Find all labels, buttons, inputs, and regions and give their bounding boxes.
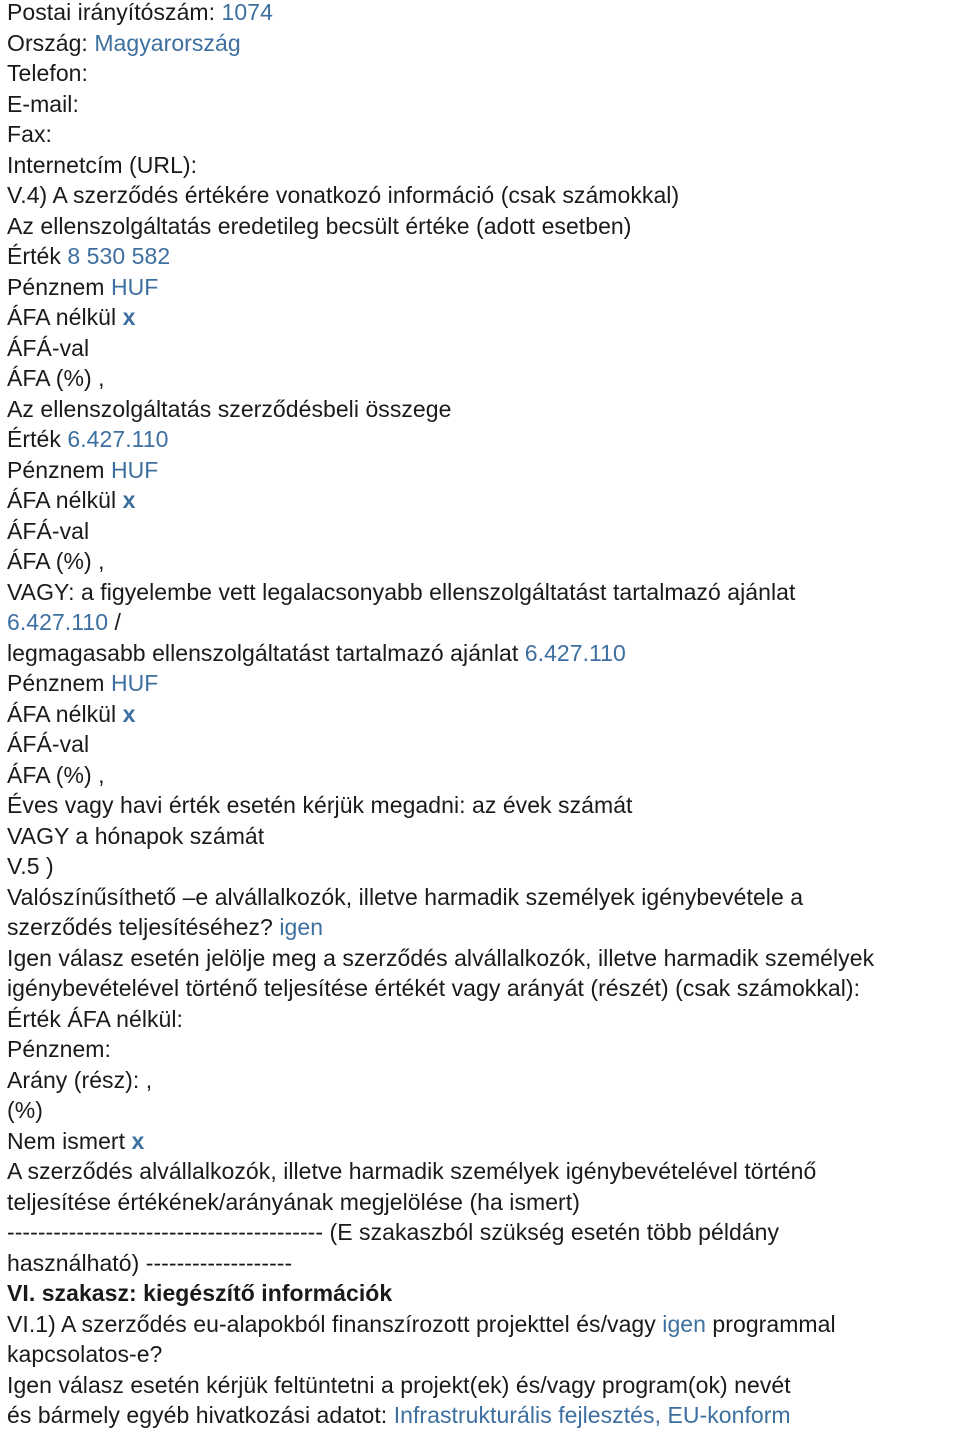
phone-label: Telefon: — [7, 60, 88, 86]
highest-offer-line — [7, 638, 960, 669]
with-vat-label-2: ÁFÁ-val — [7, 517, 90, 544]
unknown-label: Nem ismert — [7, 1127, 126, 1154]
currency-line-3 — [7, 668, 960, 699]
project-instruction: Igen válasz esetén kérjük feltüntetni a projekt(ek) és/vagy program(ok) nevét — [7, 1371, 791, 1398]
currency-value: HUF — [110, 273, 159, 300]
currency-label: Pénznem — [7, 456, 105, 483]
without-vat-mark: x — [122, 487, 136, 513]
project-reference-label: és bármely egyéb hivatkozási adatot: — [7, 1402, 388, 1428]
unknown-line — [7, 1126, 960, 1157]
with-vat-label-1: ÁFÁ-val — [7, 334, 90, 361]
eu-funds-question-line — [7, 1309, 960, 1340]
without-vat-label: ÁFA nélkül — [7, 487, 117, 513]
highest-offer-label: legmagasabb ellenszolgáltatást tartalmazó ajánlat — [7, 639, 519, 666]
project-reference-value: Infrastrukturális fejlesztés, EU-konform — [393, 1402, 791, 1428]
estimated-value-heading: Az ellenszolgáltatás eredetileg becsült értéke (adott esetben) — [7, 212, 632, 239]
without-vat-label: ÁFA nélkül — [7, 700, 117, 727]
section-vi-heading: VI. szakasz: kiegészítő információk — [7, 1280, 393, 1306]
eu-funds-question: VI.1) A szerződés eu-alapokból finanszírozott projekttel és/vagy — [7, 1310, 656, 1337]
eu-funds-question-end: kapcsolatos-e? — [7, 1341, 163, 1367]
country-line — [7, 28, 960, 59]
annual-monthly-label: Éves vagy havi érték esetén kérjük megadni: az évek számát — [7, 792, 633, 818]
currency-value: HUF — [110, 456, 159, 483]
subcontractor-question-cont: szerződés teljesítéséhez? — [7, 914, 273, 940]
with-vat-label-3: ÁFÁ-val — [7, 731, 90, 757]
postal-code-line — [7, 0, 960, 28]
url-label: Internetcím (URL): — [7, 151, 198, 178]
section-v4-heading: V.4) A szerződés értékére vonatkozó információ (csak számokkal) — [7, 182, 680, 208]
lowest-offer-label: VAGY: a figyelembe vett legalacsonyabb ellenszolgáltatást tartalmazó ajánlat — [7, 578, 796, 605]
months-label: VAGY a hónapok számát — [7, 822, 265, 849]
subcontractor-instruction-2: igénybevételével történő teljesítése értékét vagy arányát (részét) (csak számokkal): — [7, 975, 861, 1001]
country-label: Ország: — [7, 29, 88, 56]
vat-percent-label-2: ÁFA (%) , — [7, 548, 105, 574]
vat-percent-label-3: ÁFA (%) , — [7, 761, 105, 788]
currency-label: Pénznem — [7, 670, 105, 696]
eu-funds-question-cont: programmal — [712, 1310, 836, 1337]
estimated-value-line — [7, 241, 960, 272]
value-label: Érték — [7, 243, 61, 269]
vat-percent-label-1: ÁFA (%) , — [7, 365, 105, 391]
currency-line-2 — [7, 455, 960, 486]
postal-code-value: 1074 — [221, 0, 273, 25]
subcontractor-desc-1: A szerződés alvállalkozók, illetve harmadik személyek igénybevételével történő — [7, 1158, 817, 1184]
value-label: Érték — [7, 426, 61, 452]
unknown-mark: x — [131, 1127, 145, 1154]
currency-label: Pénznem — [7, 273, 105, 300]
percent-label: (%) — [7, 1097, 43, 1123]
section-repeat-note-2: használható) ------------------- — [7, 1249, 293, 1276]
contract-value-heading: Az ellenszolgáltatás szerződésbeli összege — [7, 395, 452, 422]
without-vat-line-3 — [7, 699, 960, 730]
value-without-vat-label: Érték ÁFA nélkül: — [7, 1005, 183, 1032]
without-vat-mark: x — [122, 304, 136, 330]
eu-funds-answer: igen — [662, 1310, 706, 1337]
subcontractor-instruction-1: Igen válasz esetén jelölje meg a szerződés alvállalkozók, illetve harmadik személyek — [7, 944, 875, 971]
subcontractor-desc-2: teljesítése értékének/arányának megjelölése (ha ismert) — [7, 1188, 580, 1215]
estimated-value-amount: 8 530 582 — [67, 243, 171, 269]
separator-slash: / — [114, 609, 121, 635]
lowest-offer-line — [7, 607, 960, 638]
contract-value-amount: 6.427.110 — [67, 426, 169, 452]
section-v5-heading: V.5 ) — [7, 853, 54, 879]
fax-label: Fax: — [7, 121, 52, 147]
project-reference-line — [7, 1400, 960, 1431]
lowest-offer-value: 6.427.110 — [7, 609, 109, 635]
without-vat-line-1 — [7, 302, 960, 333]
section-repeat-note-1: ----------------------------------------- (E szakaszból szükség esetén több példány — [7, 1219, 780, 1245]
without-vat-mark: x — [122, 700, 136, 727]
without-vat-label: ÁFA nélkül — [7, 304, 117, 330]
subcontractor-answer-line — [7, 912, 960, 943]
contract-value-line — [7, 424, 960, 455]
without-vat-line-2 — [7, 485, 960, 516]
currency-line-1 — [7, 272, 960, 303]
email-label: E-mail: — [7, 90, 79, 117]
postal-code-label: Postai irányítószám: — [7, 0, 216, 25]
country-value: Magyarország — [94, 29, 241, 56]
share-label: Arány (rész): , — [7, 1066, 153, 1093]
subcontractor-answer: igen — [279, 914, 324, 940]
highest-offer-value: 6.427.110 — [524, 639, 626, 666]
currency-field-label: Pénznem: — [7, 1036, 111, 1062]
currency-value: HUF — [110, 670, 159, 696]
subcontractor-question: Valószínűsíthető –e alvállalkozók, illetve harmadik személyek igénybevétele a — [7, 883, 804, 910]
document-body — [7, 0, 960, 1431]
